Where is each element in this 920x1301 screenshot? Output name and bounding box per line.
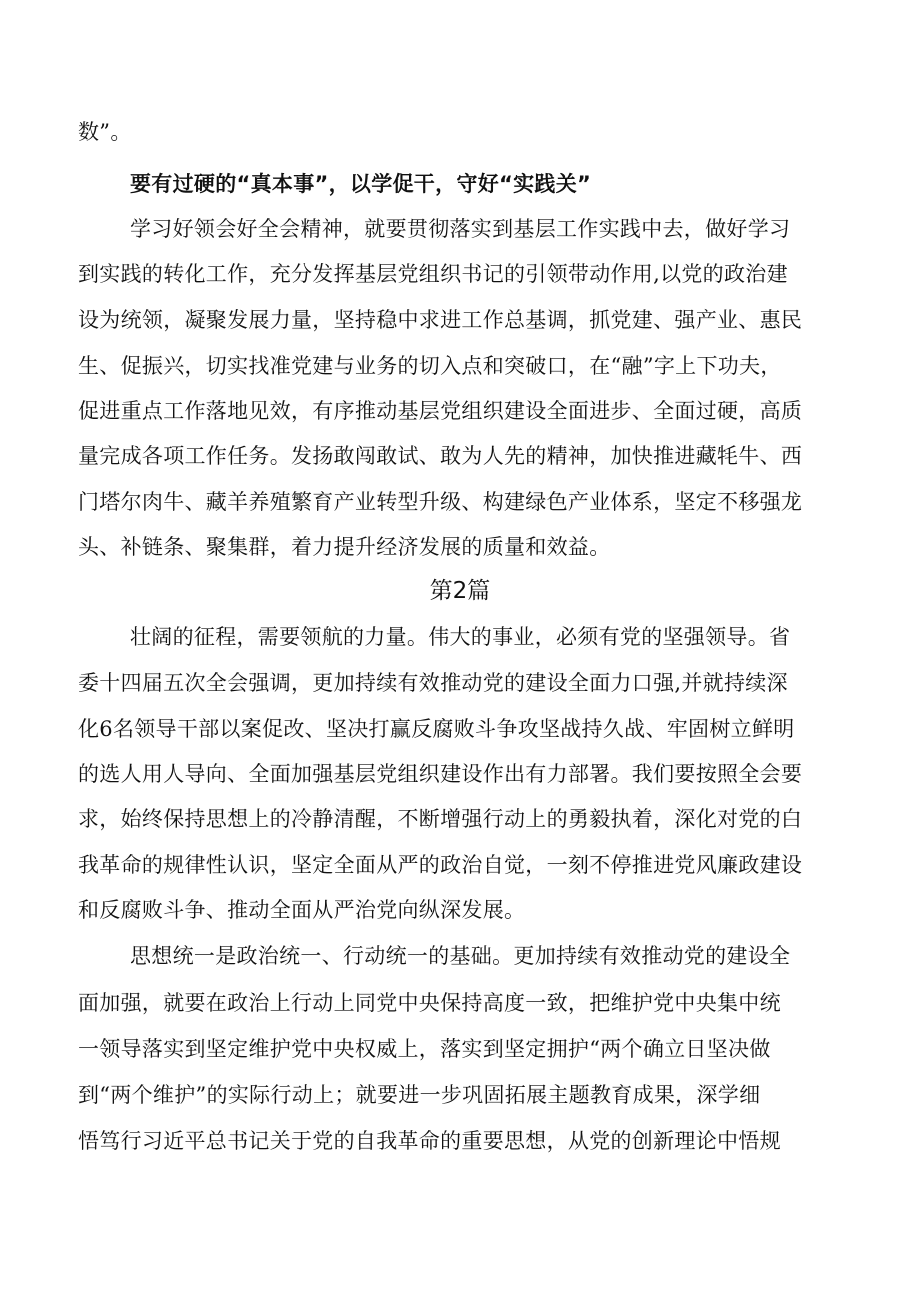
paragraph-line: 壮阔的征程，需要领航的力量。伟大的事业，必须有党的坚强领导。省 bbox=[130, 625, 791, 649]
paragraph-line: 到实践的转化工作，充分发挥基层党组织书记的引领带动作用,以党的政治建 bbox=[78, 262, 788, 286]
paragraph-line: 面加强，就要在政治上行动上同党中央保持高度一致，把维护党中央集中统 bbox=[78, 991, 781, 1015]
paragraph-line: 和反腐败斗争、推动全面从严治党向纵深发展。 bbox=[78, 898, 526, 922]
paragraph-line: 生、促振兴，切实找准党建与业务的切入点和突破口，在“融”字上下功夫， bbox=[78, 354, 782, 378]
paragraph-line: 促进重点工作落地见效，有序推动基层党组织建设全面进步、全面过硬，高质 bbox=[78, 399, 803, 423]
section-title: 第2篇 bbox=[429, 578, 491, 604]
paragraph-line: 头、补链条、聚集群，着力提升经济发展的质量和效益。 bbox=[78, 535, 611, 559]
paragraph-line: 我革命的规律性认识，坚定全面从严的政治自觉，一刻不停推进党风廉政建设 bbox=[78, 853, 803, 877]
paragraph-line: 化6名领导干部以案促改、坚决打赢反腐败斗争攻坚战持久战、牢固树立鲜明 bbox=[78, 717, 795, 741]
continuation-line: 数”。 bbox=[78, 120, 132, 144]
paragraph-line: 到“两个维护”的实际行动上；就要进一步巩固拓展主题教育成果，深学细 bbox=[78, 1083, 761, 1107]
paragraph-line: 门塔尔肉牛、藏羊养殖繁育产业转型升级、构建绿色产业体系，坚定不移强龙 bbox=[78, 490, 803, 514]
section-heading: 要有过硬的“真本事”，以学促干，守好“实践关” bbox=[130, 172, 592, 196]
paragraph-line: 求，始终保持思想上的冷静清醒，不断增强行动上的勇毅执着，深化对党的白 bbox=[78, 807, 803, 831]
paragraph-line: 悟笃行习近平总书记关于党的自我革命的重要思想，从党的创新理论中悟规 bbox=[78, 1129, 781, 1153]
paragraph-line: 委十四届五次全会强调，更加持续有效推动党的建设全面力口强,并就持续深 bbox=[78, 671, 788, 695]
paragraph-line: 思想统一是政治统一、行动统一的基础。更加持续有效推动党的建设全 bbox=[130, 944, 791, 968]
paragraph-line: 设为统领，凝聚发展力量，坚持稳中求进工作总基调，抓党建、强产业、惠民 bbox=[78, 308, 803, 332]
paragraph-line: 学习好领会好全会精神，就要贯彻落实到基层工作实践中去，做好学习 bbox=[130, 217, 791, 241]
paragraph-line: 量完成各项工作任务。发扬敢闯敢试、敢为人先的精神，加快推进藏牦牛、西 bbox=[78, 444, 803, 468]
paragraph-line: 一领导落实到坚定维护党中央权威上，落实到坚定拥护“两个确立日坚决做 bbox=[78, 1037, 771, 1061]
paragraph-line: 的选人用人导向、全面加强基层党组织建设作出有力部署。我们要按照全会要 bbox=[78, 762, 803, 786]
